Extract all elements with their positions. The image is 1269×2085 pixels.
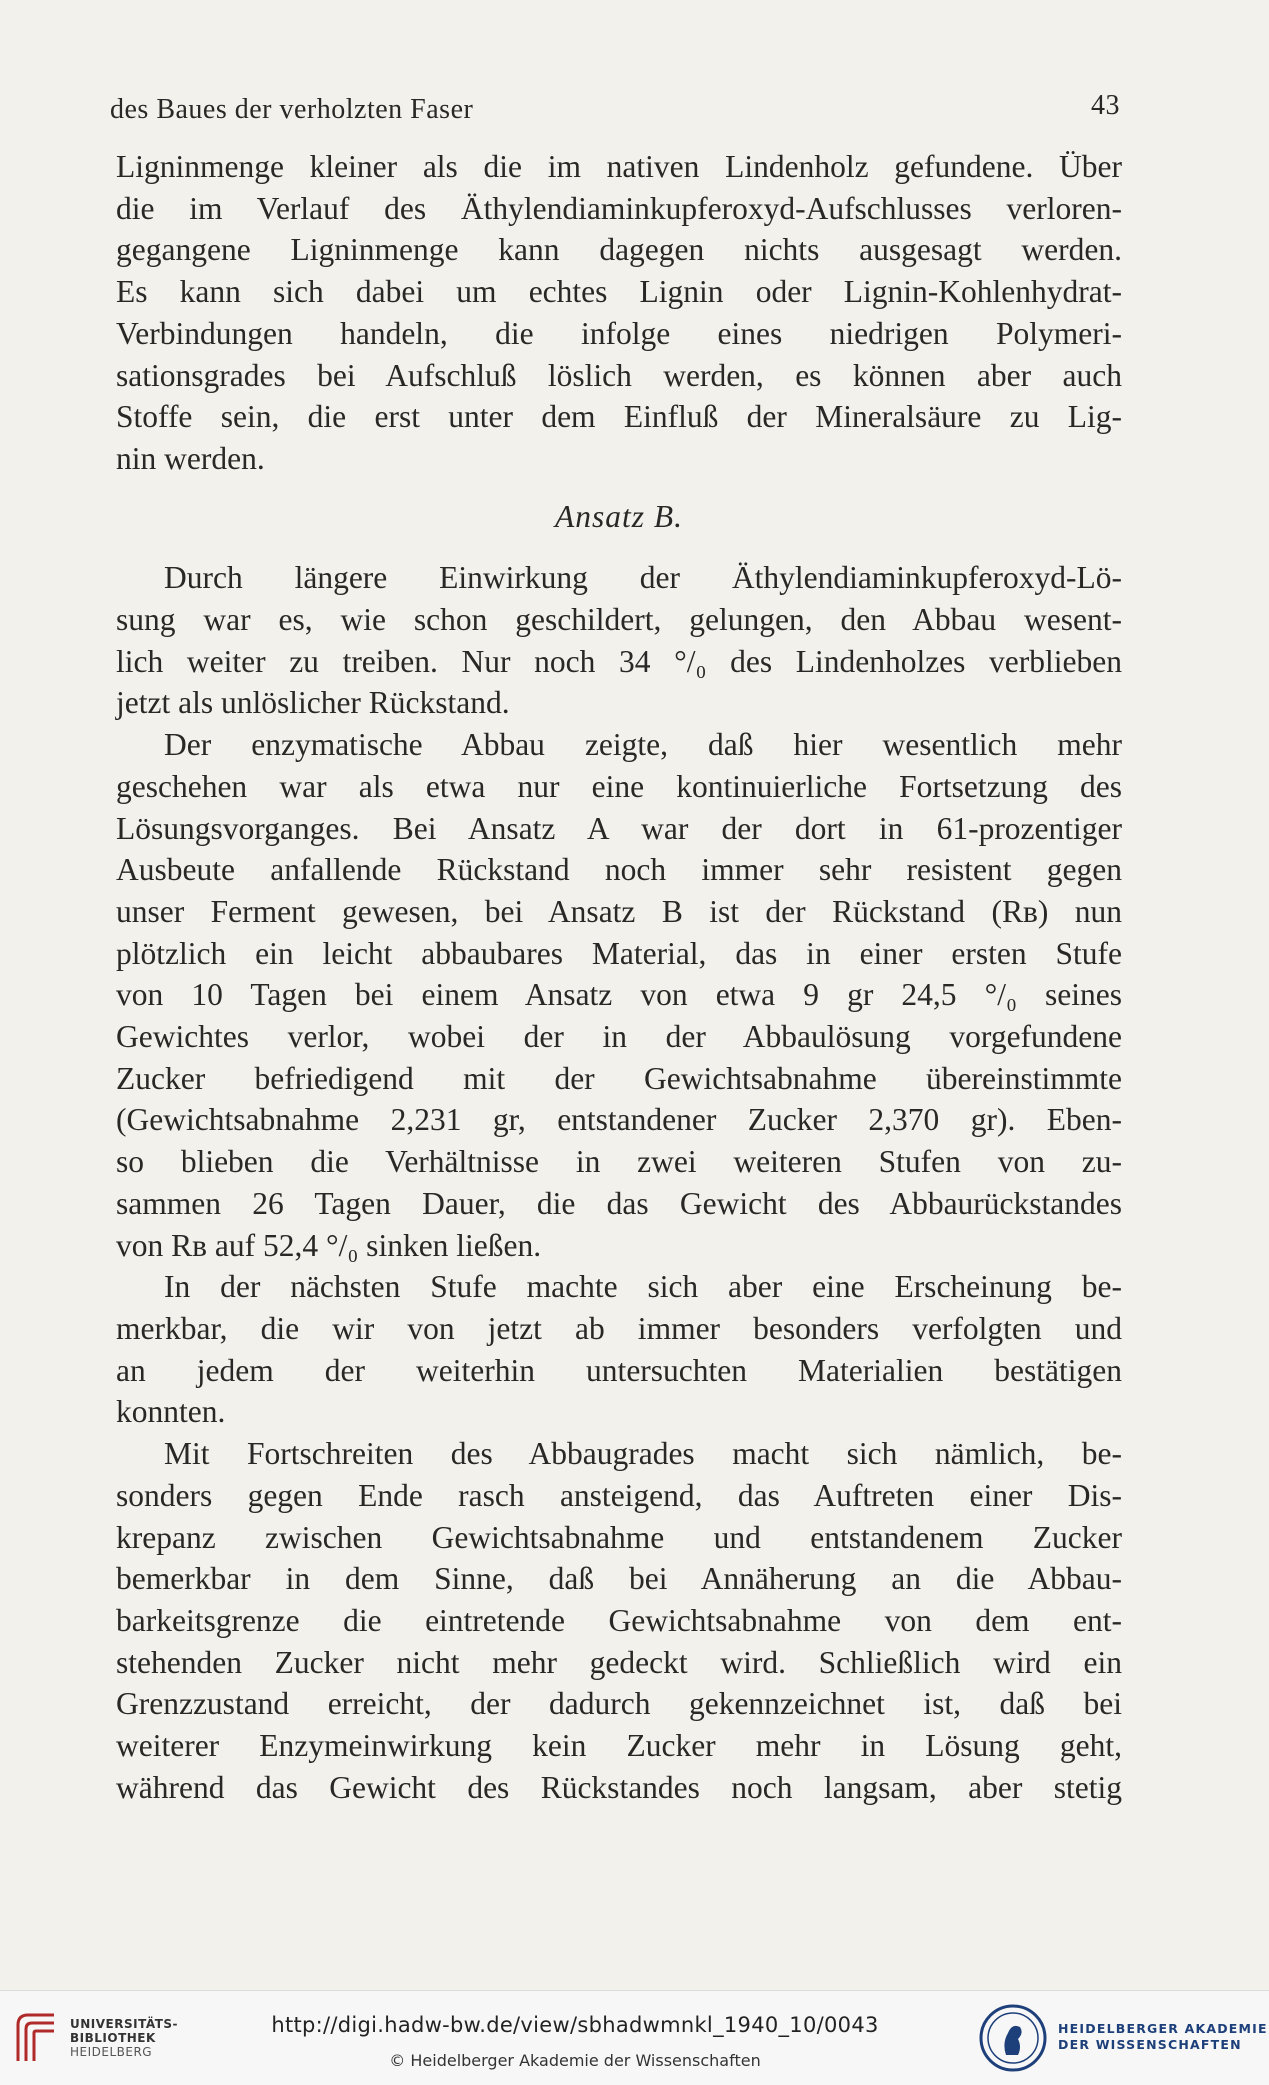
text-line: Verbindungen handeln, die infolge eines niedrigen Polymeri- [116, 315, 1122, 351]
text-line: Grenzzustand erreicht, der dadurch gekennzeichnet ist, daß bei [116, 1686, 1122, 1722]
text-line: sammen 26 Tagen Dauer, die das Gewicht des Abbaurückstandes [116, 1185, 1122, 1221]
text-line: Ligninmenge kleiner als die im nativen Lindenholz gefundene. Über [116, 149, 1122, 184]
text-line: plötzlich ein leicht abbaubares Material, das in einer ersten Stufe [116, 935, 1122, 971]
library-name [70, 2017, 178, 2059]
text-line: Ausbeute anfallende Rückstand noch immer sehr resistent gegen [116, 852, 1122, 888]
text-line: barkeitsgrenze die eintretende Gewichtsabnahme von dem ent- [116, 1602, 1122, 1638]
text-line: konnten. [116, 1394, 226, 1430]
text-line: geschehen war als etwa nur eine kontinuierliche Fortsetzung des [116, 768, 1122, 804]
text-line: In der nächsten Stufe machte sich aber eine Erscheinung be- [164, 1269, 1122, 1305]
library-name-line: UNIVERSITÄTS- [70, 2017, 179, 2031]
paragraph-4 [116, 1266, 1122, 1433]
library-name-line: BIBLIOTHEK [70, 2031, 156, 2045]
text-line: Stoffe sein, die erst unter dem Einfluß der Mineralsäure zu Lig- [116, 399, 1122, 435]
text-line: sonders gegen Ende rasch ansteigend, das Auftreten einer Dis- [116, 1477, 1122, 1513]
text-line: Lösungsvorganges. Bei Ansatz A war der dort in 61-prozentiger [116, 810, 1122, 846]
running-title: des Baues der verholzten Faser [110, 94, 474, 125]
academy-name [1058, 2021, 1268, 2053]
paragraph-5 [116, 1433, 1122, 1808]
text-line: Gewichtes verlor, wobei der in der Abbaulösung vorgefundene [116, 1019, 1122, 1055]
text-line: sationsgrades bei Aufschluß löslich werden, es können aber auch [116, 357, 1122, 393]
text-line: Mit Fortschreiten des Abbaugrades macht sich nämlich, be- [164, 1436, 1122, 1472]
text-line: von Rʙ auf 52,4 °/₀ sinken ließen. [116, 1227, 542, 1263]
text-line: so blieben die Verhältnisse in zwei weiteren Stufen von zu- [116, 1144, 1122, 1180]
academy-seal-icon [978, 2003, 1048, 2073]
text-line: Der enzymatische Abbau zeigte, daß hier wesentlich mehr [164, 727, 1122, 763]
text-line: an jedem der weiterhin untersuchten Materialien bestätigen [116, 1352, 1122, 1388]
paragraph-3 [116, 724, 1122, 1266]
text-line: Es kann sich dabei um echtes Lignin oder Lignin-Kohlenhydrat- [116, 274, 1122, 310]
paragraph-2 [116, 557, 1122, 724]
body-text [116, 146, 1122, 1808]
text-line: gegangene Ligninmenge kann dagegen nichts ausgesagt werden. [116, 232, 1122, 268]
text-line: (Gewichtsabnahme 2,231 gr, entstandener Zucker 2,370 gr). Eben- [116, 1102, 1122, 1138]
text-line: unser Ferment gewesen, bei Ansatz B ist der Rückstand (Rʙ) nun [116, 893, 1122, 929]
copyright-notice: © Heidelberger Akademie der Wissenschaften [389, 2051, 761, 2070]
permalink-url[interactable]: http://digi.hadw-bw.de/view/sbhadwmnkl_1940_10/0043 [271, 2013, 879, 2037]
text-line: bemerkbar in dem Sinne, daß bei Annäherung an die Abbau- [116, 1561, 1122, 1597]
library-name-line: HEIDELBERG [70, 2045, 153, 2059]
academy-name-line: HEIDELBERGER AKADEMIE [1058, 2021, 1268, 2036]
text-line: stehenden Zucker nicht mehr gedeckt wird. Schließlich wird ein [116, 1644, 1122, 1680]
text-line: von 10 Tagen bei einem Ansatz von etwa 9 gr 24,5 °/₀ seines [116, 977, 1122, 1013]
text-line: weiterer Enzymeinwirkung kein Zucker mehr in Lösung geht, [116, 1728, 1122, 1764]
text-line: Durch längere Einwirkung der Äthylendiaminkupferoxyd-Lö- [164, 560, 1122, 596]
academy-name-line: DER WISSENSCHAFTEN [1058, 2037, 1242, 2052]
library-logo-icon [14, 2011, 58, 2065]
text-line: jetzt als unlöslicher Rückstand. [116, 685, 510, 721]
text-line: die im Verlauf des Äthylendiaminkupferoxyd-Aufschlusses verloren- [116, 190, 1122, 226]
text-line: krepanz zwischen Gewichtsabnahme und entstandenem Zucker [116, 1519, 1122, 1555]
text-line: sung war es, wie schon geschildert, gelungen, den Abbau wesent- [116, 602, 1122, 638]
page-number: 43 [1091, 90, 1120, 121]
section-heading: Ansatz B. [554, 498, 683, 534]
text-line: Zucker befriedigend mit der Gewichtsabnahme übereinstimmte [116, 1060, 1122, 1096]
text-line: nin werden. [116, 440, 265, 476]
paragraph-1 [116, 146, 1122, 480]
footer-bar [0, 1990, 1269, 2085]
text-line: lich weiter zu treiben. Nur noch 34 °/₀ des Lindenholzes verblieben [116, 643, 1122, 679]
text-line: während das Gewicht des Rückstandes noch langsam, aber stetig [116, 1769, 1122, 1805]
text-line: merkbar, die wir von jetzt ab immer besonders verfolgten und [116, 1310, 1122, 1346]
page-header [110, 90, 1120, 130]
